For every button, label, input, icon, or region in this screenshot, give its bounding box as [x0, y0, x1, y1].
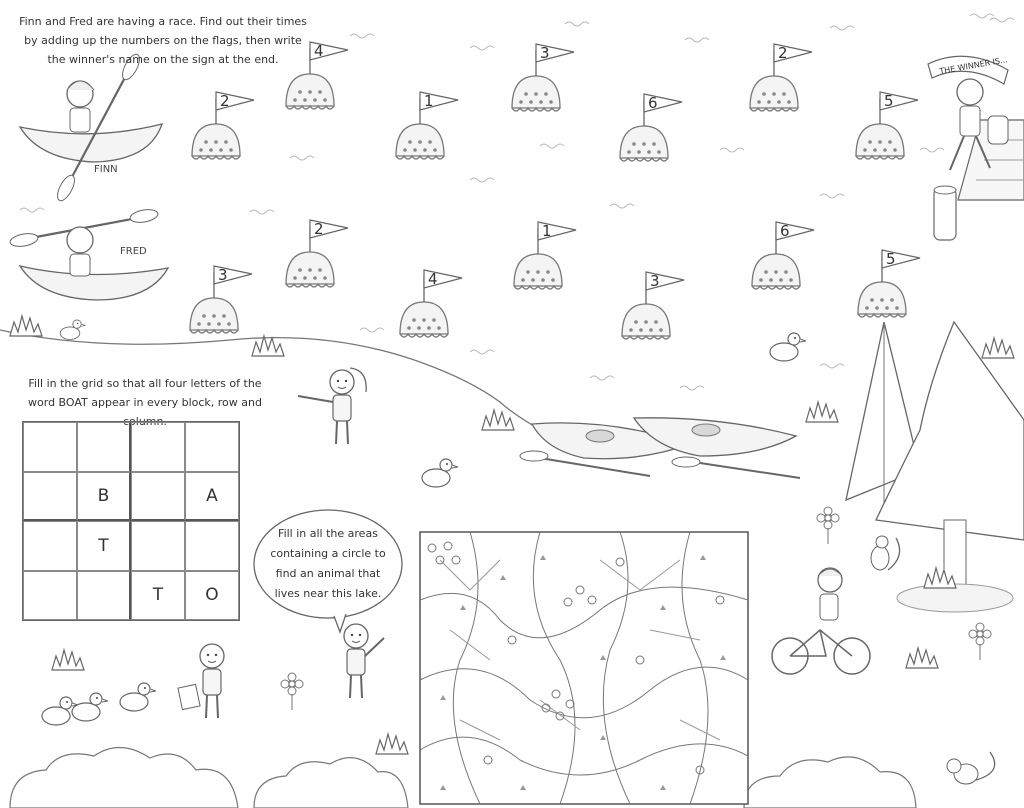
fred-buoy-5 [622, 272, 684, 339]
grid-cell[interactable] [77, 422, 131, 472]
race-instructions: Finn and Fred are having a race. Find out their times by adding up the numbers on the flags, then write the winner's name on the sign at the end. [19, 15, 307, 66]
finn-kayak [20, 52, 162, 203]
svg-text:4: 4 [314, 42, 324, 60]
water-ripples [20, 14, 1014, 390]
squirrel [871, 536, 900, 570]
grid-cell[interactable] [131, 521, 185, 571]
fred-buoy-3 [400, 270, 462, 337]
grid-cell[interactable]: B [77, 472, 131, 522]
color-puzzle-instructions: Fill in all the areas containing a circle to find an animal that lives near this lake. [270, 527, 386, 600]
grid-cell[interactable] [185, 422, 239, 472]
finn-buoy-5 [620, 94, 682, 161]
fred-buoy-7 [858, 250, 920, 317]
oars [520, 451, 800, 478]
svg-text:2: 2 [314, 220, 324, 238]
boat-grid [22, 421, 240, 621]
finn-buoy-1 [192, 92, 254, 159]
finn-buoy-3 [396, 92, 458, 159]
boy-waving [344, 624, 384, 698]
grid-instructions: Fill in the grid so that all four letters of the word BOAT appear in every block, row and column. [28, 377, 262, 428]
finn-buoy-7 [856, 92, 918, 159]
grid-cell[interactable] [131, 472, 185, 522]
squirrel-corner [947, 752, 995, 784]
finn-buoy-6 [750, 44, 812, 111]
grid-cell[interactable]: A [185, 472, 239, 522]
grid-cell[interactable] [185, 521, 239, 571]
grid-cell[interactable]: T [131, 571, 185, 621]
fred-buoy-2 [286, 220, 348, 287]
cyclist [772, 568, 870, 674]
svg-text:3: 3 [218, 266, 228, 284]
svg-text:1: 1 [542, 222, 552, 240]
svg-text:5: 5 [884, 92, 894, 110]
finn-label: FINN [94, 164, 118, 175]
grid-cell[interactable] [131, 422, 185, 472]
svg-text:4: 4 [428, 270, 438, 288]
grid-cell[interactable] [23, 521, 77, 571]
svg-text:5: 5 [886, 250, 896, 268]
svg-text:THE WINNER IS...: THE WINNER IS... [938, 55, 1009, 76]
svg-text:6: 6 [780, 222, 790, 240]
fred-buoy-6 [752, 222, 814, 289]
finn-buoy-4 [512, 44, 574, 111]
grid-cell[interactable] [23, 422, 77, 472]
svg-text:2: 2 [778, 44, 788, 62]
grid-cell[interactable] [77, 571, 131, 621]
girl-pointing [298, 368, 366, 444]
grid-cell[interactable] [23, 472, 77, 522]
girl-with-book [178, 644, 224, 718]
svg-text:3: 3 [540, 44, 550, 62]
grid-cell[interactable] [23, 571, 77, 621]
grid-cell[interactable]: O [185, 571, 239, 621]
svg-text:2: 2 [220, 92, 230, 110]
fred-buoy-1 [190, 266, 252, 333]
fred-buoy-4 [514, 222, 576, 289]
svg-text:3: 3 [650, 272, 660, 290]
svg-text:6: 6 [648, 94, 658, 112]
svg-text:1: 1 [424, 92, 434, 110]
grid-cell[interactable]: T [77, 521, 131, 571]
fred-label: FRED [120, 246, 147, 257]
color-puzzle-frame [420, 532, 748, 804]
